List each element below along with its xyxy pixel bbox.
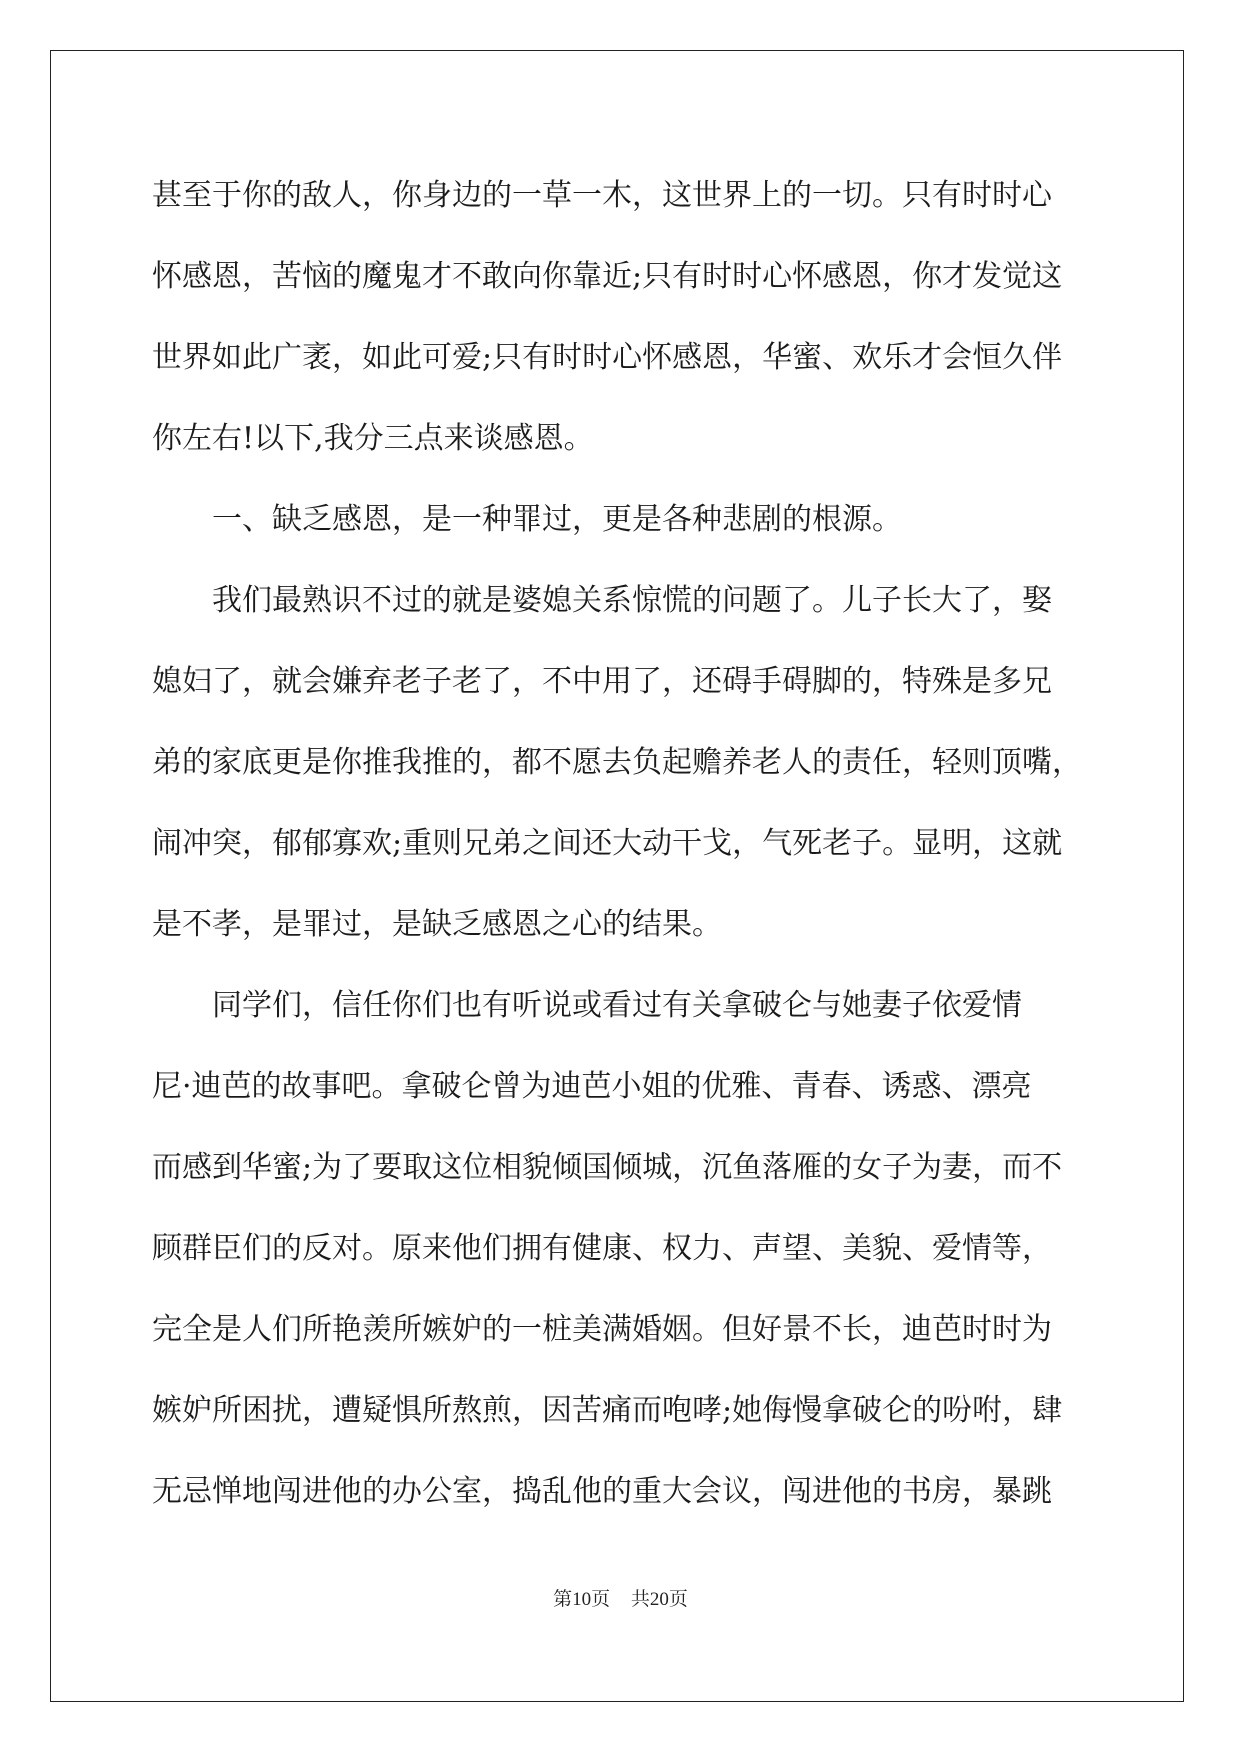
document-body	[152, 155, 1102, 1532]
text-line: 弟的家底更是你推我推的，都不愿去负起赡养老人的责任，轻则顶嘴，	[152, 745, 1082, 780]
total-pages: 共20页	[630, 1589, 688, 1610]
text-line: 同学们，信任你们也有听说或看过有关拿破仑与她妻子依爱情	[152, 988, 1022, 1023]
section-heading: 一、缺乏感恩，是一种罪过，更是各种悲剧的根源。	[152, 502, 902, 537]
text-line: 而感到华蜜;为了要取这位相貌倾国倾城，沉鱼落雁的女子为妻，而不	[152, 1150, 1063, 1185]
text-line: 无忌惮地闯进他的办公室，捣乱他的重大会议，闯进他的书房，暴跳	[152, 1474, 1052, 1509]
page-footer	[0, 1584, 1241, 1611]
text-line: 是不孝，是罪过，是缺乏感恩之心的结果。	[152, 907, 722, 942]
text-line: 甚至于你的敌人，你身边的一草一木，这世界上的一切。只有时时心	[152, 178, 1052, 213]
text-line: 怀感恩，苦恼的魔鬼才不敢向你靠近;只有时时心怀感恩，你才发觉这	[152, 259, 1063, 294]
text-line: 嫉妒所困扰，遭疑惧所熬煎，因苦痛而咆哮;她侮慢拿破仑的吩咐，肆	[152, 1393, 1063, 1428]
text-line: 闹冲突，郁郁寡欢;重则兄弟之间还大动干戈，气死老子。显明，这就	[152, 826, 1063, 861]
page-number: 第10页	[553, 1589, 611, 1610]
text-line: 完全是人们所艳羡所嫉妒的一桩美满婚姻。但好景不长，迪芭时时为	[152, 1312, 1052, 1347]
text-line: 世界如此广袤，如此可爱;只有时时心怀感恩，华蜜、欢乐才会恒久伴	[152, 340, 1063, 375]
text-line: 媳妇了，就会嫌弃老子老了，不中用了，还碍手碍脚的，特殊是多兄	[152, 664, 1052, 699]
text-line: 我们最熟识不过的就是婆媳关系惊慌的问题了。儿子长大了，娶	[152, 583, 1052, 618]
text-line: 你左右!以下,我分三点来谈感恩。	[152, 421, 594, 456]
text-line: 顾群臣们的反对。原来他们拥有健康、权力、声望、美貌、爱情等，	[152, 1231, 1052, 1266]
text-line: 尼·迪芭的故事吧。拿破仑曾为迪芭小姐的优雅、青春、诱惑、漂亮	[152, 1069, 1032, 1104]
